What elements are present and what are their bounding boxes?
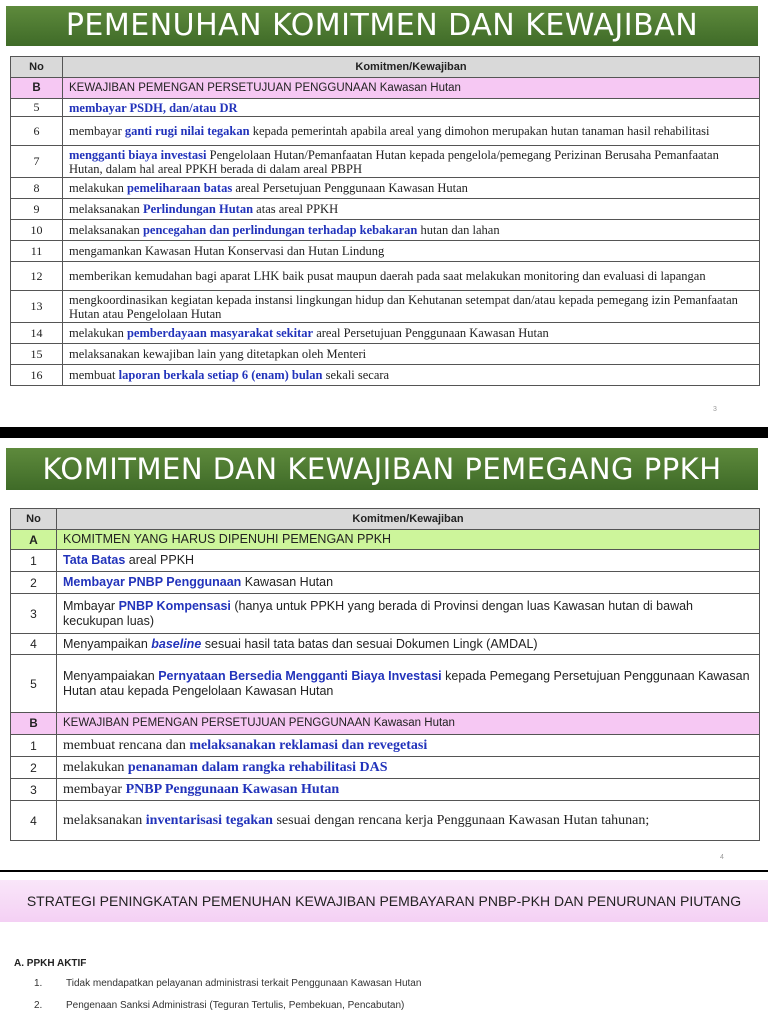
section-text: KEWAJIBAN PEMENGAN PERSETUJUAN PENGGUNAAN Kawasan Hutan	[57, 713, 760, 735]
highlight-text: mengganti biaya investasi	[69, 147, 207, 162]
row-text	[63, 344, 760, 365]
row-text	[57, 655, 760, 713]
table-row	[11, 220, 760, 241]
row-text	[57, 735, 760, 757]
section-no: B	[11, 78, 63, 99]
slide3-title: STRATEGI PENINGKATAN PEMENUHAN KEWAJIBAN PEMBAYARAN PNBP-PKH DAN PENURUNAN PIUTANG	[0, 880, 768, 922]
text-segment: Menyampaiakan	[63, 668, 159, 683]
row-number: 8	[11, 178, 63, 199]
highlight-text: membayar PSDH, dan/atau DR	[69, 100, 238, 115]
slide2-title: KOMITMEN DAN KEWAJIBAN PEMEGANG PPKH	[6, 448, 758, 490]
highlight-text: penanaman dalam rangka rehabilitasi DAS	[127, 759, 388, 775]
row-text	[63, 220, 760, 241]
text-segment: sesuai hasil tata batas dan sesuai Dokumen Lingk (AMDAL)	[201, 636, 538, 651]
highlight-text: pemberdayaan masyarakat sekitar	[126, 326, 314, 340]
section-row-a	[11, 530, 760, 550]
table-row	[11, 594, 760, 634]
text-segment: melakukan	[63, 759, 128, 775]
row-number: 10	[11, 220, 63, 241]
row-text	[63, 99, 760, 117]
slide-kewajiban-table	[0, 0, 768, 427]
table-row	[11, 291, 760, 323]
table-row	[11, 146, 760, 178]
row-text	[57, 550, 760, 572]
highlight-text: inventarisasi tegakan	[145, 812, 273, 828]
text-segment: melakukan	[69, 181, 127, 195]
col-no-header: No	[11, 509, 57, 530]
table-row	[11, 779, 760, 801]
highlight-text: Tata Batas	[63, 553, 126, 567]
row-number: 9	[11, 199, 63, 220]
text-segment: memberikan kemudahan bagi aparat LHK baik pusat maupun daerah pada saat melakukan monitoring dan evaluasi di lapangan	[69, 269, 706, 283]
strategy-list	[34, 978, 421, 1022]
table-row	[11, 655, 760, 713]
text-segment: membuat rencana dan	[63, 737, 190, 753]
table-row	[11, 117, 760, 146]
page-number: 4	[720, 854, 724, 861]
kewajiban-table	[10, 56, 760, 386]
text-segment: melaksanakan	[63, 812, 146, 828]
table-row	[11, 199, 760, 220]
section-no: B	[11, 713, 57, 735]
row-number: 12	[11, 262, 63, 291]
row-number: 11	[11, 241, 63, 262]
highlight-text: Membayar PNBP Penggunaan	[63, 575, 242, 589]
text-segment: sesuai dengan rencana kerja Penggunaan Kawasan Hutan tahunan;	[272, 812, 650, 828]
col-item-header: Komitmen/Kewajiban	[57, 509, 760, 530]
table-row	[11, 344, 760, 365]
row-text	[63, 262, 760, 291]
highlight-text: Perlindungan Hutan	[142, 202, 254, 216]
section-text: KEWAJIBAN PEMENGAN PERSETUJUAN PENGGUNAAN Kawasan Hutan	[63, 78, 760, 99]
row-number: 4	[11, 801, 57, 841]
text-segment: areal Persetujuan Penggunaan Kawasan Hutan	[232, 181, 468, 195]
row-number: 6	[11, 117, 63, 146]
row-text	[57, 572, 760, 594]
row-number: 4	[11, 634, 57, 655]
text-segment: mengkoordinasikan kegiatan kepada instansi lingkungan hidup dan Kehutanan setempat dan/atau kepada pemegang izin Pemanfaatan Hutan atau Pengelolaan Hutan	[69, 292, 738, 321]
text-segment: melakukan	[69, 326, 127, 340]
table-row	[11, 178, 760, 199]
list-item-text: Tidak mendapatkan pelayanan administrasi terkait Penggunaan Kawasan Hutan	[66, 978, 422, 989]
row-text	[63, 365, 760, 386]
highlight-text: ganti rugi nilai tegakan	[124, 124, 250, 138]
row-text	[57, 634, 760, 655]
komitmen-table	[10, 508, 760, 841]
table-row	[11, 262, 760, 291]
text-segment: areal Persetujuan Penggunaan Kawasan Hutan	[313, 326, 549, 340]
text-segment: (hanya untuk PPKH yang berada di Provinsi dengan luas Kawasan hutan di bawah kecukupan luas)	[63, 598, 693, 628]
text-segment: Kawasan Hutan	[241, 575, 334, 589]
text-segment: Mmbayar	[63, 598, 119, 613]
section-row-b	[11, 713, 760, 735]
row-text	[63, 117, 760, 146]
highlight-text: Pernyataan Bersedia Mengganti Biaya Investasi	[158, 668, 442, 683]
highlight-text: baseline	[151, 636, 202, 651]
table-row	[11, 801, 760, 841]
text-segment: kepada Pemegang Persetujuan Penggunaan Kawasan Hutan atau kepada Pengelolaan Kawasan Hutan	[63, 668, 750, 698]
list-item-number: 1.	[34, 978, 43, 989]
highlight-text: pencegahan dan perlindungan terhadap kebakaran	[142, 223, 418, 237]
text-segment: membayar	[69, 124, 125, 138]
text-segment: melaksanakan kewajiban lain yang ditetapkan oleh Menteri	[69, 347, 367, 361]
slide-komitmen-table	[0, 438, 768, 870]
list-item-number: 2.	[34, 1000, 43, 1011]
table-header	[11, 57, 760, 78]
section-row-b	[11, 78, 760, 99]
list-item-text: Pengenaan Sanksi Administrasi (Teguran Tertulis, Pembekuan, Pencabutan)	[66, 1000, 405, 1011]
text-segment: Menyampaikan	[63, 636, 152, 651]
text-segment: membuat	[69, 368, 119, 382]
text-segment: membayar	[63, 781, 126, 797]
table-header	[11, 509, 760, 530]
row-text	[63, 199, 760, 220]
highlight-text: PNBP Penggunaan Kawasan Hutan	[125, 781, 340, 797]
row-text	[63, 241, 760, 262]
row-number: 5	[11, 99, 63, 117]
row-text	[63, 178, 760, 199]
text-segment: Pengelolaan Hutan/Pemanfaatan Hutan kepada pengelola/pemegang Perizinan Berusaha Pemanfaatan Hutan, dalam hal areal PPKH berada di dalam areal PBPH	[69, 147, 719, 176]
row-number: 3	[11, 594, 57, 634]
slide-strategi	[0, 872, 768, 1024]
text-segment: mengamankan Kawasan Hutan Konservasi dan Hutan Lindung	[69, 244, 385, 258]
table-row	[11, 634, 760, 655]
section-no: A	[11, 530, 57, 550]
row-number: 1	[11, 735, 57, 757]
highlight-text: pemeliharaan batas	[126, 181, 233, 195]
col-item-header: Komitmen/Kewajiban	[63, 57, 760, 78]
row-number: 1	[11, 550, 57, 572]
row-number: 16	[11, 365, 63, 386]
row-number: 3	[11, 779, 57, 801]
table-row	[11, 365, 760, 386]
slide1-title: PEMENUHAN KOMITMEN DAN KEWAJIBAN	[6, 6, 758, 46]
list-item	[34, 978, 421, 1000]
row-number: 7	[11, 146, 63, 178]
text-segment: kepada pemerintah apabila areal yang dimohon merupakan hutan tanaman hasil rehabilitasi	[249, 124, 710, 138]
text-segment: melaksanakan	[69, 223, 143, 237]
text-segment: areal PPKH	[125, 553, 195, 567]
row-text	[63, 146, 760, 178]
highlight-text: melaksanakan reklamasi dan revegetasi	[189, 737, 428, 753]
row-text	[57, 779, 760, 801]
table-row	[11, 757, 760, 779]
row-number: 2	[11, 757, 57, 779]
table-row	[11, 572, 760, 594]
row-number: 15	[11, 344, 63, 365]
text-segment: hutan dan lahan	[417, 223, 500, 237]
row-text	[63, 291, 760, 323]
row-number: 13	[11, 291, 63, 323]
highlight-text: laporan berkala setiap 6 (enam) bulan	[118, 368, 323, 382]
text-segment: sekali secara	[322, 368, 390, 382]
text-segment: atas areal PPKH	[253, 202, 339, 216]
row-text	[57, 594, 760, 634]
section-text: KOMITMEN YANG HARUS DIPENUHI PEMENGAN PPKH	[57, 530, 760, 550]
text-segment: melaksanakan	[69, 202, 143, 216]
table-row	[11, 99, 760, 117]
row-number: 5	[11, 655, 57, 713]
list-item	[34, 1000, 421, 1022]
table-row	[11, 323, 760, 344]
col-no-header: No	[11, 57, 63, 78]
row-text	[63, 323, 760, 344]
row-number: 2	[11, 572, 57, 594]
row-number: 14	[11, 323, 63, 344]
table-row	[11, 241, 760, 262]
row-text	[57, 757, 760, 779]
table-row	[11, 550, 760, 572]
page-number: 3	[713, 406, 717, 413]
highlight-text: PNBP Kompensasi	[118, 598, 231, 613]
row-text	[57, 801, 760, 841]
slide3-subtitle: A. PPKH AKTIF	[14, 958, 87, 969]
table-row	[11, 735, 760, 757]
